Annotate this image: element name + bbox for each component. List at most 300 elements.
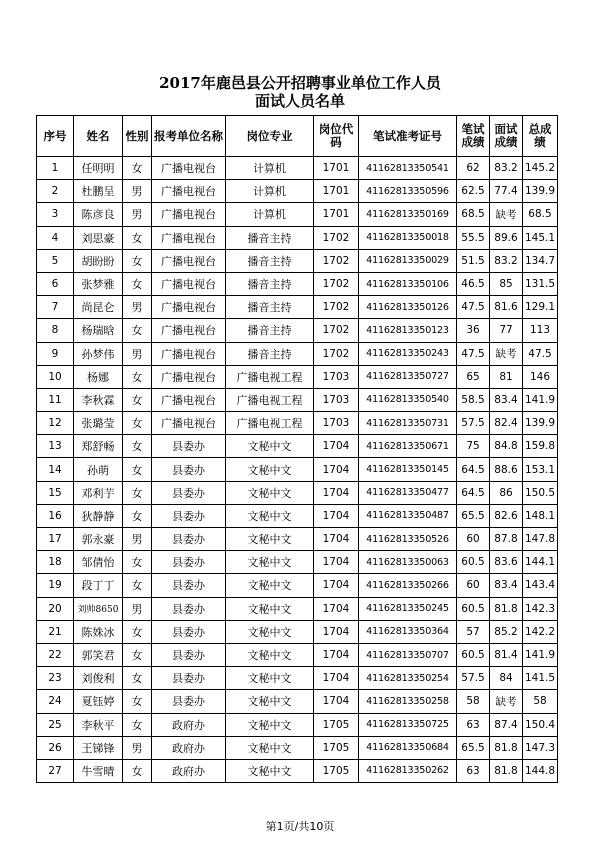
interview-score-cell: 83.6	[490, 551, 523, 574]
exam-id-cell: 41162813350671	[359, 435, 457, 458]
table-row	[37, 620, 558, 643]
total-score-cell: 142.3	[523, 597, 558, 620]
written-score-cell: 75	[457, 435, 490, 458]
position-cell: 计算机	[226, 180, 314, 203]
total-score-cell: 148.1	[523, 504, 558, 527]
table-row	[37, 690, 558, 713]
unit-cell: 县委办	[152, 620, 226, 643]
position-code-cell: 1701	[314, 157, 359, 180]
exam-id-cell: 41162813350541	[359, 157, 457, 180]
unit-cell: 政府办	[152, 759, 226, 782]
written-score-cell: 47.5	[457, 342, 490, 365]
total-score-cell: 142.2	[523, 620, 558, 643]
table-row	[37, 528, 558, 551]
name-cell: 杨娜	[74, 365, 123, 388]
seq-cell: 25	[37, 713, 74, 736]
table-row	[37, 597, 558, 620]
table-row	[37, 759, 558, 782]
position-cell: 文秘中文	[226, 667, 314, 690]
interview-score-cell: 81.4	[490, 643, 523, 666]
position-code-cell: 1704	[314, 574, 359, 597]
seq-cell: 26	[37, 736, 74, 759]
name-cell: 狄静静	[74, 504, 123, 527]
unit-cell: 县委办	[152, 528, 226, 551]
header-unit: 报考单位名称	[152, 116, 226, 157]
gender-cell: 女	[123, 481, 152, 504]
name-cell: 郭笑君	[74, 643, 123, 666]
interview-score-cell: 81.8	[490, 759, 523, 782]
written-score-cell: 57.5	[457, 412, 490, 435]
gender-cell: 男	[123, 296, 152, 319]
gender-cell: 女	[123, 574, 152, 597]
seq-cell: 24	[37, 690, 74, 713]
written-score-cell: 62.5	[457, 180, 490, 203]
seq-cell: 16	[37, 504, 74, 527]
name-cell: 段丁丁	[74, 574, 123, 597]
seq-cell: 5	[37, 249, 74, 272]
interview-score-cell: 87.4	[490, 713, 523, 736]
name-cell: 刘俊利	[74, 667, 123, 690]
unit-cell: 广播电视台	[152, 203, 226, 226]
interview-score-cell: 81.8	[490, 597, 523, 620]
exam-id-cell: 41162813350126	[359, 296, 457, 319]
position-code-cell: 1704	[314, 667, 359, 690]
exam-id-cell: 41162813350243	[359, 342, 457, 365]
interview-score-cell: 88.6	[490, 458, 523, 481]
position-cell: 播音主持	[226, 226, 314, 249]
interview-score-cell: 83.4	[490, 388, 523, 411]
gender-cell: 女	[123, 388, 152, 411]
gender-cell: 男	[123, 203, 152, 226]
interview-score-cell: 82.6	[490, 504, 523, 527]
gender-cell: 女	[123, 458, 152, 481]
gender-cell: 女	[123, 713, 152, 736]
header-position: 岗位专业	[226, 116, 314, 157]
written-score-cell: 60.5	[457, 551, 490, 574]
name-cell: 邹倩怡	[74, 551, 123, 574]
position-cell: 计算机	[226, 157, 314, 180]
total-score-cell: 159.8	[523, 435, 558, 458]
seq-cell: 8	[37, 319, 74, 342]
seq-cell: 20	[37, 597, 74, 620]
name-cell: 胡盼盼	[74, 249, 123, 272]
header-gender: 性别	[123, 116, 152, 157]
written-score-cell: 60	[457, 574, 490, 597]
table-row	[37, 365, 558, 388]
interview-score-cell: 77.4	[490, 180, 523, 203]
position-code-cell: 1704	[314, 620, 359, 643]
unit-cell: 县委办	[152, 643, 226, 666]
position-code-cell: 1705	[314, 736, 359, 759]
position-code-cell: 1702	[314, 249, 359, 272]
position-code-cell: 1704	[314, 504, 359, 527]
name-cell: 郭永豪	[74, 528, 123, 551]
name-cell: 王锑锋	[74, 736, 123, 759]
table-row	[37, 504, 558, 527]
written-score-cell: 68.5	[457, 203, 490, 226]
exam-id-cell: 41162813350254	[359, 667, 457, 690]
unit-cell: 广播电视台	[152, 342, 226, 365]
unit-cell: 县委办	[152, 551, 226, 574]
table-row	[37, 296, 558, 319]
position-code-cell: 1704	[314, 690, 359, 713]
total-score-cell: 146	[523, 365, 558, 388]
seq-cell: 21	[37, 620, 74, 643]
gender-cell: 女	[123, 435, 152, 458]
name-cell: 李秋霖	[74, 388, 123, 411]
written-score-cell: 58.5	[457, 388, 490, 411]
position-cell: 播音主持	[226, 272, 314, 295]
name-cell: 刘帅8650	[74, 597, 123, 620]
seq-cell: 10	[37, 365, 74, 388]
table-row	[37, 203, 558, 226]
table-row	[37, 713, 558, 736]
position-cell: 文秘中文	[226, 643, 314, 666]
interview-score-cell: 81	[490, 365, 523, 388]
position-code-cell: 1704	[314, 458, 359, 481]
table-row	[37, 667, 558, 690]
seq-cell: 27	[37, 759, 74, 782]
position-code-cell: 1704	[314, 528, 359, 551]
candidate-table	[36, 115, 558, 783]
position-cell: 文秘中文	[226, 759, 314, 782]
unit-cell: 广播电视台	[152, 249, 226, 272]
exam-id-cell: 41162813350477	[359, 481, 457, 504]
unit-cell: 政府办	[152, 736, 226, 759]
interview-score-cell: 81.8	[490, 736, 523, 759]
seq-cell: 9	[37, 342, 74, 365]
written-score-cell: 55.5	[457, 226, 490, 249]
name-cell: 牛雪晴	[74, 759, 123, 782]
position-code-cell: 1704	[314, 481, 359, 504]
total-score-cell: 145.1	[523, 226, 558, 249]
unit-cell: 县委办	[152, 458, 226, 481]
document-title: 2017年鹿邑县公开招聘事业单位工作人员	[159, 74, 441, 92]
position-code-cell: 1705	[314, 759, 359, 782]
total-score-cell: 68.5	[523, 203, 558, 226]
table-row	[37, 342, 558, 365]
name-cell: 郑舒畅	[74, 435, 123, 458]
position-cell: 文秘中文	[226, 574, 314, 597]
total-score-cell: 153.1	[523, 458, 558, 481]
table-row	[37, 458, 558, 481]
written-score-cell: 57	[457, 620, 490, 643]
gender-cell: 男	[123, 180, 152, 203]
table-row	[37, 435, 558, 458]
position-code-cell: 1702	[314, 226, 359, 249]
exam-id-cell: 41162813350540	[359, 388, 457, 411]
position-cell: 播音主持	[226, 342, 314, 365]
table-row	[37, 574, 558, 597]
written-score-cell: 65.5	[457, 504, 490, 527]
written-score-cell: 36	[457, 319, 490, 342]
table-row	[37, 481, 558, 504]
position-code-cell: 1701	[314, 203, 359, 226]
unit-cell: 县委办	[152, 481, 226, 504]
name-cell: 任明明	[74, 157, 123, 180]
position-cell: 文秘中文	[226, 620, 314, 643]
position-code-cell: 1704	[314, 435, 359, 458]
unit-cell: 县委办	[152, 504, 226, 527]
header-exam-id: 笔试准考证号	[359, 116, 457, 157]
exam-id-cell: 41162813350106	[359, 272, 457, 295]
seq-cell: 1	[37, 157, 74, 180]
interview-score-cell: 84	[490, 667, 523, 690]
document-subtitle: 面试人员名单	[254, 92, 345, 110]
position-cell: 文秘中文	[226, 597, 314, 620]
written-score-cell: 60.5	[457, 597, 490, 620]
unit-cell: 政府办	[152, 713, 226, 736]
total-score-cell: 147.8	[523, 528, 558, 551]
written-score-cell: 62	[457, 157, 490, 180]
position-cell: 播音主持	[226, 319, 314, 342]
gender-cell: 女	[123, 272, 152, 295]
gender-cell: 女	[123, 226, 152, 249]
name-cell: 尚昆仑	[74, 296, 123, 319]
header-total-score: 总成绩	[523, 116, 558, 157]
total-score-cell: 147.3	[523, 736, 558, 759]
exam-id-cell: 41162813350145	[359, 458, 457, 481]
unit-cell: 广播电视台	[152, 388, 226, 411]
table-row	[37, 551, 558, 574]
seq-cell: 23	[37, 667, 74, 690]
written-score-cell: 51.5	[457, 249, 490, 272]
header-name: 姓名	[74, 116, 123, 157]
gender-cell: 女	[123, 690, 152, 713]
written-score-cell: 64.5	[457, 458, 490, 481]
position-cell: 文秘中文	[226, 481, 314, 504]
seq-cell: 11	[37, 388, 74, 411]
exam-id-cell: 41162813350245	[359, 597, 457, 620]
exam-id-cell: 41162813350727	[359, 365, 457, 388]
seq-cell: 18	[37, 551, 74, 574]
exam-id-cell: 41162813350725	[359, 713, 457, 736]
position-code-cell: 1702	[314, 272, 359, 295]
name-cell: 孙梦伟	[74, 342, 123, 365]
gender-cell: 男	[123, 736, 152, 759]
seq-cell: 12	[37, 412, 74, 435]
unit-cell: 县委办	[152, 690, 226, 713]
unit-cell: 广播电视台	[152, 157, 226, 180]
table-row	[37, 272, 558, 295]
written-score-cell: 60	[457, 528, 490, 551]
interview-score-cell: 83.2	[490, 157, 523, 180]
gender-cell: 女	[123, 620, 152, 643]
total-score-cell: 58	[523, 690, 558, 713]
interview-score-cell: 89.6	[490, 226, 523, 249]
position-code-cell: 1704	[314, 597, 359, 620]
unit-cell: 县委办	[152, 435, 226, 458]
gender-cell: 女	[123, 667, 152, 690]
position-cell: 文秘中文	[226, 551, 314, 574]
header-position-code: 岗位代码	[314, 116, 359, 157]
total-score-cell: 139.9	[523, 412, 558, 435]
total-score-cell: 145.2	[523, 157, 558, 180]
gender-cell: 女	[123, 157, 152, 180]
name-cell: 刘思豪	[74, 226, 123, 249]
position-code-cell: 1703	[314, 365, 359, 388]
position-cell: 广播电视工程	[226, 388, 314, 411]
gender-cell: 男	[123, 528, 152, 551]
exam-id-cell: 41162813350029	[359, 249, 457, 272]
written-score-cell: 63	[457, 759, 490, 782]
exam-id-cell: 41162813350487	[359, 504, 457, 527]
unit-cell: 广播电视台	[152, 180, 226, 203]
total-score-cell: 143.4	[523, 574, 558, 597]
total-score-cell: 139.9	[523, 180, 558, 203]
gender-cell: 女	[123, 249, 152, 272]
position-cell: 广播电视工程	[226, 365, 314, 388]
name-cell: 杜鹏呈	[74, 180, 123, 203]
total-score-cell: 141.9	[523, 643, 558, 666]
name-cell: 陈彦良	[74, 203, 123, 226]
table-row	[37, 388, 558, 411]
interview-score-cell: 缺考	[490, 690, 523, 713]
header-written-score: 笔试成绩	[457, 116, 490, 157]
interview-score-cell: 82.4	[490, 412, 523, 435]
table-row	[37, 157, 558, 180]
seq-cell: 13	[37, 435, 74, 458]
unit-cell: 县委办	[152, 574, 226, 597]
total-score-cell: 131.5	[523, 272, 558, 295]
name-cell: 陈姝冰	[74, 620, 123, 643]
name-cell: 李秋平	[74, 713, 123, 736]
position-code-cell: 1701	[314, 180, 359, 203]
seq-cell: 14	[37, 458, 74, 481]
exam-id-cell: 41162813350169	[359, 203, 457, 226]
exam-id-cell: 41162813350018	[359, 226, 457, 249]
gender-cell: 女	[123, 551, 152, 574]
written-score-cell: 47.5	[457, 296, 490, 319]
seq-cell: 4	[37, 226, 74, 249]
unit-cell: 广播电视台	[152, 412, 226, 435]
interview-score-cell: 83.4	[490, 574, 523, 597]
table-row	[37, 180, 558, 203]
interview-score-cell: 87.8	[490, 528, 523, 551]
total-score-cell: 134.7	[523, 249, 558, 272]
position-code-cell: 1704	[314, 643, 359, 666]
total-score-cell: 141.5	[523, 667, 558, 690]
position-code-cell: 1705	[314, 713, 359, 736]
interview-score-cell: 缺考	[490, 203, 523, 226]
exam-id-cell: 41162813350262	[359, 759, 457, 782]
header-seq: 序号	[37, 116, 74, 157]
written-score-cell: 58	[457, 690, 490, 713]
position-cell: 播音主持	[226, 296, 314, 319]
name-cell: 孙萌	[74, 458, 123, 481]
name-cell: 杨瑞晗	[74, 319, 123, 342]
name-cell: 张梦雅	[74, 272, 123, 295]
position-cell: 文秘中文	[226, 504, 314, 527]
table-row	[37, 643, 558, 666]
gender-cell: 男	[123, 342, 152, 365]
interview-score-cell: 缺考	[490, 342, 523, 365]
table-row	[37, 736, 558, 759]
total-score-cell: 141.9	[523, 388, 558, 411]
exam-id-cell: 41162813350707	[359, 643, 457, 666]
seq-cell: 15	[37, 481, 74, 504]
unit-cell: 广播电视台	[152, 319, 226, 342]
unit-cell: 广播电视台	[152, 272, 226, 295]
written-score-cell: 65.5	[457, 736, 490, 759]
gender-cell: 女	[123, 319, 152, 342]
gender-cell: 女	[123, 504, 152, 527]
position-cell: 文秘中文	[226, 458, 314, 481]
position-cell: 文秘中文	[226, 690, 314, 713]
written-score-cell: 65	[457, 365, 490, 388]
total-score-cell: 129.1	[523, 296, 558, 319]
seq-cell: 3	[37, 203, 74, 226]
table-row	[37, 412, 558, 435]
table-header-row	[37, 116, 558, 157]
seq-cell: 19	[37, 574, 74, 597]
total-score-cell: 47.5	[523, 342, 558, 365]
seq-cell: 7	[37, 296, 74, 319]
interview-score-cell: 85	[490, 272, 523, 295]
gender-cell: 女	[123, 365, 152, 388]
written-score-cell: 63	[457, 713, 490, 736]
position-cell: 文秘中文	[226, 713, 314, 736]
table-row	[37, 226, 558, 249]
exam-id-cell: 41162813350123	[359, 319, 457, 342]
exam-id-cell: 41162813350258	[359, 690, 457, 713]
interview-score-cell: 84.8	[490, 435, 523, 458]
name-cell: 夏钰婷	[74, 690, 123, 713]
total-score-cell: 150.5	[523, 481, 558, 504]
position-code-cell: 1703	[314, 388, 359, 411]
exam-id-cell: 41162813350266	[359, 574, 457, 597]
total-score-cell: 144.1	[523, 551, 558, 574]
exam-id-cell: 41162813350364	[359, 620, 457, 643]
position-code-cell: 1703	[314, 412, 359, 435]
interview-score-cell: 83.2	[490, 249, 523, 272]
interview-score-cell: 81.6	[490, 296, 523, 319]
header-interview-score: 面试成绩	[490, 116, 523, 157]
seq-cell: 2	[37, 180, 74, 203]
exam-id-cell: 41162813350063	[359, 551, 457, 574]
exam-id-cell: 41162813350596	[359, 180, 457, 203]
total-score-cell: 113	[523, 319, 558, 342]
unit-cell: 县委办	[152, 597, 226, 620]
unit-cell: 县委办	[152, 667, 226, 690]
written-score-cell: 46.5	[457, 272, 490, 295]
unit-cell: 广播电视台	[152, 226, 226, 249]
seq-cell: 17	[37, 528, 74, 551]
written-score-cell: 64.5	[457, 481, 490, 504]
position-cell: 计算机	[226, 203, 314, 226]
gender-cell: 女	[123, 412, 152, 435]
gender-cell: 女	[123, 759, 152, 782]
exam-id-cell: 41162813350526	[359, 528, 457, 551]
position-code-cell: 1702	[314, 342, 359, 365]
exam-id-cell: 41162813350684	[359, 736, 457, 759]
position-cell: 文秘中文	[226, 736, 314, 759]
gender-cell: 女	[123, 643, 152, 666]
total-score-cell: 144.8	[523, 759, 558, 782]
written-score-cell: 60.5	[457, 643, 490, 666]
seq-cell: 6	[37, 272, 74, 295]
interview-score-cell: 86	[490, 481, 523, 504]
name-cell: 张璐莹	[74, 412, 123, 435]
seq-cell: 22	[37, 643, 74, 666]
page-footer: 第1页/共10页	[265, 820, 335, 833]
position-code-cell: 1702	[314, 319, 359, 342]
table-row	[37, 249, 558, 272]
position-code-cell: 1702	[314, 296, 359, 319]
total-score-cell: 150.4	[523, 713, 558, 736]
interview-score-cell: 85.2	[490, 620, 523, 643]
table-row	[37, 319, 558, 342]
